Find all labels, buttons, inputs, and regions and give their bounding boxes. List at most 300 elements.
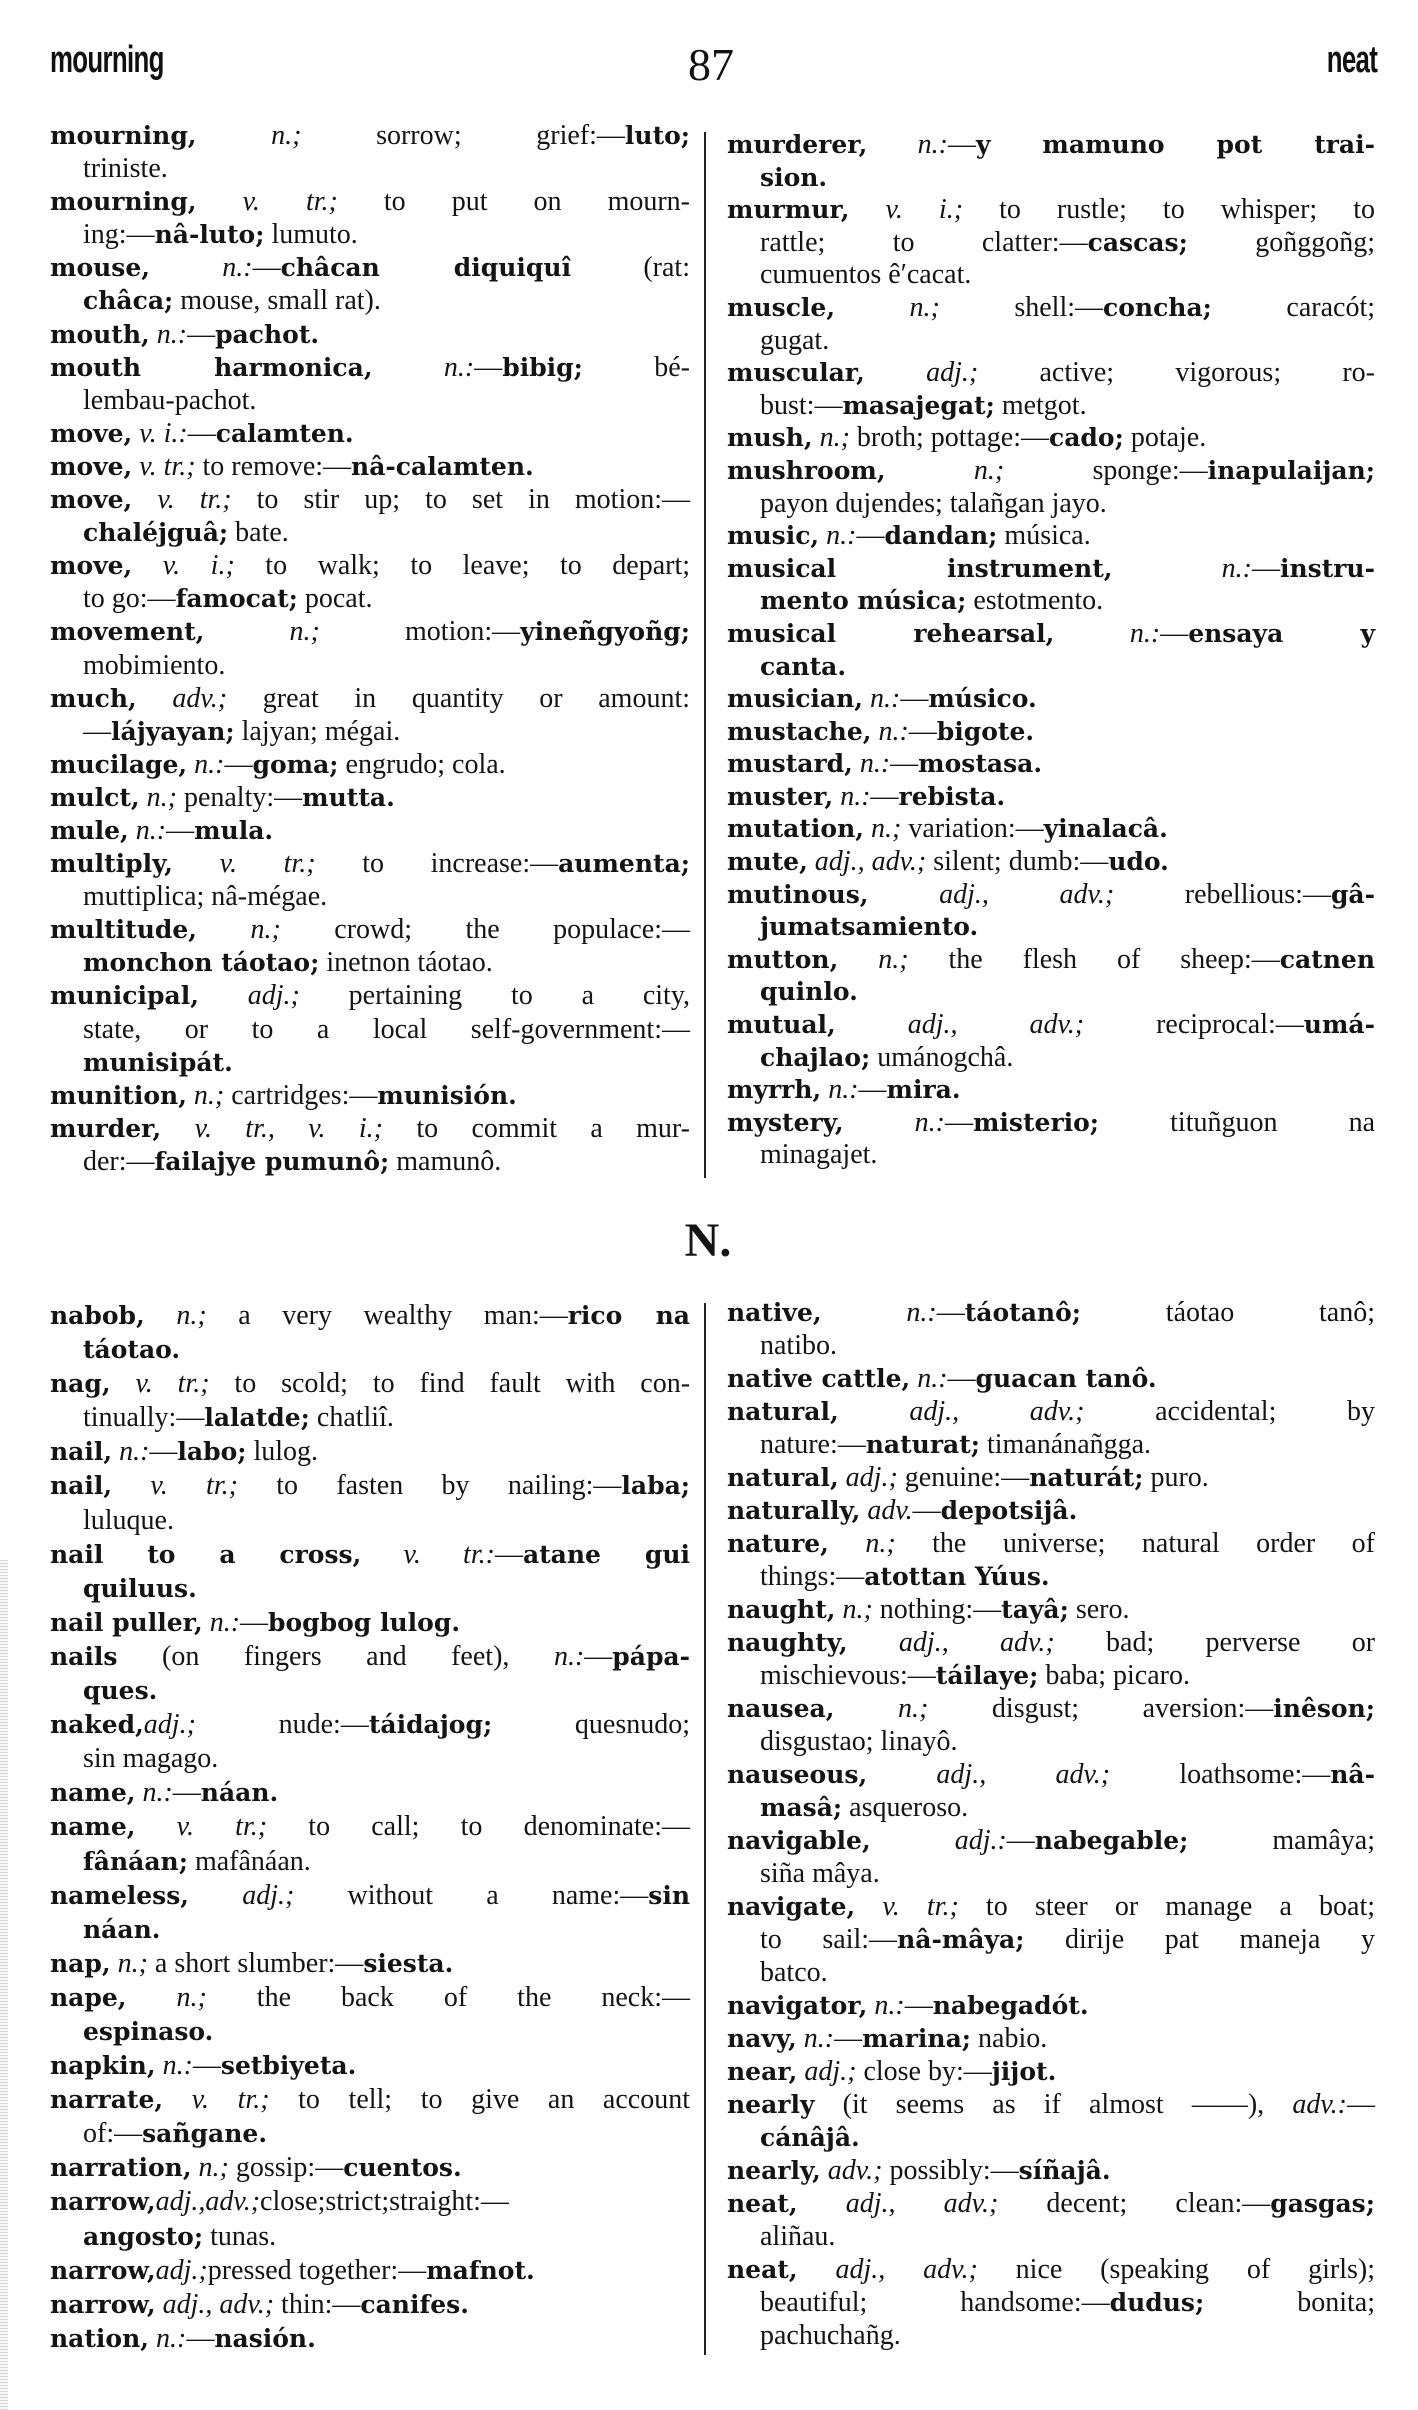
definition-text: lembau-pachot.: [83, 384, 257, 416]
translation: dudus;: [1109, 2288, 1205, 2317]
entry-line: [50, 1947, 690, 1981]
lower-left-column: [50, 1299, 690, 2356]
entry-line: [727, 390, 1375, 423]
entry-line: [50, 1742, 690, 1776]
part-of-speech: adj.;: [143, 1709, 196, 1741]
definition-text: mischievous:—: [760, 1660, 936, 1691]
translation: marina;: [862, 2024, 972, 2053]
definition-text: [836, 1009, 908, 1040]
entry-line: [727, 2253, 1375, 2286]
headword: naught,: [727, 1595, 836, 1624]
translation: mira.: [886, 1075, 961, 1105]
definition-text: der:—: [83, 1145, 155, 1177]
dictionary-entry: [727, 1074, 1375, 1107]
entry-line: [50, 549, 690, 582]
headword: mouth harmonica,: [50, 352, 373, 382]
part-of-speech: n.:: [209, 1606, 241, 1638]
definition-text: [863, 683, 870, 714]
definition-text: [867, 129, 917, 160]
translation: mutta.: [302, 782, 395, 812]
part-of-speech: n.:: [194, 748, 225, 780]
headword: naturally,: [727, 1496, 861, 1525]
dictionary-entry: [50, 2151, 690, 2185]
entry-line: [727, 748, 1375, 781]
translation: nâ-calamten.: [351, 451, 534, 481]
definition-text: [173, 848, 220, 879]
entry-line: [50, 218, 690, 251]
entry-line: [727, 227, 1375, 260]
entry-line: [727, 651, 1375, 684]
definition-text: (it seems as if almost ——),: [814, 2089, 1293, 2120]
translation: nâ-luto;: [154, 220, 265, 250]
definition-text: disgust; aversion:—: [928, 1693, 1274, 1724]
entry-line: [727, 194, 1375, 227]
entry-line: [727, 1824, 1375, 1857]
part-of-speech: n.:: [840, 780, 871, 812]
headword: nameless,: [50, 1880, 189, 1910]
headword: mush,: [727, 423, 813, 453]
translation: sañgane.: [142, 2119, 268, 2149]
translation: laba;: [621, 1471, 690, 1501]
definition-text: state, or to a local self-government:—: [83, 1013, 690, 1045]
entry-line: [50, 152, 690, 185]
entry-line: [50, 1776, 690, 1810]
definition-text: [797, 2023, 804, 2054]
dictionary-entry: [50, 1112, 690, 1178]
translation: cánâjâ.: [760, 2123, 860, 2152]
headword: narration,: [50, 2153, 192, 2183]
definition-text: —: [187, 318, 216, 350]
dictionary-entry: [727, 1626, 1375, 1692]
translation: nâ-: [1330, 1760, 1376, 1789]
entry-line: [727, 1362, 1375, 1395]
definition-text: a very wealthy man:—: [206, 1300, 568, 1331]
entry-line: [727, 1725, 1375, 1758]
dictionary-entry: [727, 1692, 1375, 1758]
part-of-speech: n.:: [917, 129, 948, 160]
definition-text: [834, 1693, 898, 1724]
headword: mutual,: [727, 1010, 836, 1040]
part-of-speech: adj.;: [804, 2056, 857, 2087]
part-of-speech: n.:: [917, 1363, 948, 1394]
dictionary-entry: [50, 682, 690, 748]
part-of-speech: n.:: [222, 252, 253, 284]
translation: cuentos.: [343, 2153, 462, 2183]
entry-line: [727, 976, 1375, 1009]
definition-text: —: [149, 1436, 178, 1468]
translation: masajegat;: [842, 390, 995, 420]
definition-text: pachuchañg.: [760, 2320, 901, 2351]
translation: táotanô;: [964, 1298, 1081, 1327]
headword: muscular,: [727, 358, 865, 388]
part-of-speech: n.:: [1221, 552, 1252, 584]
entry-line: [50, 2254, 690, 2288]
entry-line: [727, 1593, 1375, 1626]
definition-text: —: [186, 2322, 215, 2354]
definition-text: música.: [997, 520, 1091, 552]
translation: chajlao;: [760, 1042, 871, 1072]
definition-text: bonita;: [1204, 2287, 1375, 2318]
part-of-speech: v. tr.;: [157, 484, 232, 516]
entry-line: [727, 1139, 1375, 1172]
part-of-speech: n.;: [117, 1947, 148, 1979]
definition-text: [150, 252, 222, 283]
dictionary-entry: [50, 1606, 690, 1640]
dictionary-entry: [727, 1461, 1375, 1494]
part-of-speech: adv.;: [172, 682, 228, 714]
upper-left-column: [50, 119, 690, 1178]
part-of-speech: adj., adv.;: [898, 1627, 1055, 1658]
entry-line: [727, 1659, 1375, 1692]
headword: mustard,: [727, 749, 853, 779]
headword: murmur,: [727, 195, 850, 225]
definition-text: to commit a mur-: [383, 1112, 690, 1144]
dictionary-entry: [50, 1708, 690, 1776]
headword: mourning,: [50, 121, 197, 150]
definition-text: variation:—: [901, 813, 1044, 845]
entry-line: [50, 1046, 690, 1079]
translation: chaléjguâ;: [83, 518, 229, 548]
translation: canta.: [760, 651, 847, 681]
headword: municipal,: [50, 981, 199, 1011]
headword: much,: [50, 683, 137, 713]
dictionary-entry: [727, 357, 1375, 422]
entry-line: [50, 1333, 690, 1367]
definition-text: gugat.: [760, 324, 830, 356]
translation: siesta.: [363, 1948, 454, 1978]
definition-text: mamunô.: [389, 1145, 502, 1177]
definition-text: genuine:—: [897, 1462, 1030, 1493]
definition-text: [835, 292, 909, 323]
translation: sin: [648, 1880, 690, 1910]
definition-text: pressed together:—: [207, 2254, 427, 2286]
definition-text: [204, 616, 289, 647]
definition-text: —: [904, 1990, 933, 2021]
headword: nag,: [50, 1369, 111, 1399]
entry-line: [50, 1538, 690, 1572]
entry-line: [727, 325, 1375, 358]
translation: cado;: [1049, 423, 1124, 453]
definition-text: a short slumber:—: [147, 1947, 364, 1979]
dictionary-entry: [727, 1824, 1375, 1890]
headword: naughty,: [727, 1628, 848, 1657]
definition-text: tituñguon na: [1099, 1106, 1376, 1138]
left-guideword: mourning: [50, 39, 164, 81]
entry-line: [727, 846, 1375, 879]
headword: move,: [50, 485, 133, 515]
entry-line: [727, 1626, 1375, 1659]
definition-text: triniste.: [83, 153, 168, 185]
headword: multitude,: [50, 915, 197, 945]
definition-text: mamâya;: [1188, 1825, 1375, 1856]
part-of-speech: n.;: [193, 1079, 225, 1111]
definition-text: decent; clean:—: [998, 2188, 1271, 2219]
headword: napkin,: [50, 2051, 156, 2081]
headword: move,: [50, 451, 133, 481]
definition-text: siña mâya.: [760, 1858, 880, 1889]
translation: jumatsamiento.: [760, 912, 979, 942]
headword: nail puller,: [50, 1607, 203, 1637]
definition-text: mobimiento.: [83, 649, 226, 681]
entry-line: [50, 384, 690, 417]
entry-line: [727, 1494, 1375, 1527]
entry-line: [727, 1329, 1375, 1362]
definition-text: —: [856, 520, 885, 552]
entry-line: [50, 450, 690, 483]
translation: inêson;: [1273, 1694, 1375, 1723]
entry-line: [50, 748, 690, 781]
definition-text: [867, 1759, 936, 1790]
dictionary-entry: [727, 422, 1375, 455]
dictionary-entry: [50, 2083, 690, 2151]
entry-line: [50, 781, 690, 814]
definition-text: estotmento.: [966, 585, 1104, 617]
dictionary-entry: [727, 2055, 1375, 2088]
headword: nauseous,: [727, 1760, 868, 1789]
dictionary-entry: [50, 1299, 690, 1367]
part-of-speech: adj.;: [242, 1879, 295, 1911]
entry-line: [727, 2154, 1375, 2187]
definition-text: —: [870, 780, 899, 812]
definition-text: active; vigorous; ro-: [978, 357, 1375, 389]
entry-line: [727, 553, 1375, 586]
headword: name,: [50, 1778, 136, 1808]
part-of-speech: adv.;: [827, 2155, 883, 2186]
headword: nature,: [727, 1529, 829, 1558]
dictionary-entry: [50, 2185, 690, 2253]
definition-text: nothing:—: [872, 1594, 1002, 1625]
entry-line: [727, 2022, 1375, 2055]
entry-line: [50, 1469, 690, 1503]
definition-text: quesnudo;: [492, 1709, 690, 1741]
headword: nail,: [50, 1471, 113, 1501]
translation: náan.: [200, 1778, 279, 1808]
entry-line: [50, 715, 690, 748]
part-of-speech: n.;: [271, 120, 302, 151]
definition-text: [197, 914, 250, 945]
part-of-speech: n.;: [198, 2152, 229, 2184]
entry-line: [50, 814, 690, 847]
headword: navigate,: [727, 1892, 856, 1921]
entry-line: [50, 483, 690, 516]
definition-text: [871, 1825, 955, 1856]
part-of-speech: v. tr.;: [150, 1470, 238, 1502]
dictionary-entry: [50, 185, 690, 251]
section-heading: N.: [684, 1214, 732, 1267]
entry-line: [50, 615, 690, 648]
definition-text: bust:—: [760, 389, 843, 421]
part-of-speech: adj.;: [247, 980, 300, 1012]
part-of-speech: n.;: [973, 454, 1005, 486]
definition-text: —: [834, 2023, 863, 2054]
translation: rico na: [567, 1301, 690, 1330]
definition-text: [111, 1948, 118, 1979]
entry-line: [727, 1890, 1375, 1923]
translation: pachot.: [215, 319, 320, 349]
dictionary-entry: [727, 553, 1375, 618]
entry-line: [50, 1879, 690, 1913]
definition-text: [149, 2323, 156, 2354]
definition-text: baba; picaro.: [1038, 1660, 1190, 1691]
definition-text: —: [584, 1640, 613, 1672]
entry-line: [727, 879, 1375, 912]
dictionary-entry: [50, 814, 690, 847]
translation: labo;: [177, 1437, 247, 1467]
entry-line: [50, 979, 690, 1012]
dictionary-entry: [50, 351, 690, 417]
entry-line: [727, 357, 1375, 390]
definition-text: [839, 1462, 846, 1493]
definition-text: ing:—: [83, 219, 155, 251]
definition-text: [156, 2050, 163, 2081]
definition-text: [199, 980, 248, 1011]
part-of-speech: adj.;: [926, 357, 979, 389]
definition-text: [813, 422, 820, 453]
translation: yineñgyoñg;: [520, 617, 690, 647]
dictionary-entry: [727, 1296, 1375, 1362]
definition-text: —: [474, 351, 503, 383]
entry-line: [50, 1572, 690, 1606]
entry-line: [727, 1009, 1375, 1042]
part-of-speech: v. tr.;: [882, 1891, 959, 1922]
definition-text: [163, 2084, 192, 2115]
translation: táidajog;: [368, 1710, 493, 1740]
translation: mula.: [194, 815, 274, 845]
page-number: 87: [688, 39, 734, 90]
dictionary-entry: [727, 683, 1375, 716]
headword: muster,: [727, 781, 834, 811]
definition-text: to call; to denominate:—: [267, 1811, 691, 1843]
definition-text: [129, 815, 136, 846]
dictionary-entry: [727, 2187, 1375, 2253]
definition-text: táotao tanô;: [1080, 1297, 1376, 1328]
headword: musician,: [727, 684, 863, 714]
definition-text: to put on mourn-: [337, 186, 691, 218]
headword: munition,: [50, 1080, 187, 1110]
definition-text: puro.: [1143, 1462, 1209, 1493]
entry-line: [50, 1504, 690, 1538]
definition-text: —: [192, 2050, 221, 2082]
dictionary-entry: [727, 2154, 1375, 2187]
part-of-speech: v. i.:: [139, 417, 188, 449]
entry-line: [727, 2187, 1375, 2220]
definition-text: [798, 2254, 836, 2285]
entry-line: [50, 119, 690, 152]
definition-text: [137, 683, 173, 714]
entry-line: [727, 1692, 1375, 1725]
part-of-speech: n.;: [176, 1300, 207, 1331]
entry-line: [50, 880, 690, 913]
translation: y mamuno pot trai-: [975, 130, 1376, 159]
dictionary-entry: [50, 119, 690, 185]
definition-text: [132, 484, 157, 515]
entry-line: [727, 422, 1375, 455]
dictionary-entry: [727, 292, 1375, 357]
definition-text: reciprocal:—: [1084, 1009, 1304, 1041]
dictionary-entry: [727, 1107, 1375, 1172]
entry-line: [50, 2049, 690, 2083]
definition-text: [373, 352, 444, 383]
definition-text: the flesh of sheep:—: [908, 943, 1280, 975]
entry-line: [727, 2121, 1375, 2154]
dictionary-entry: [50, 1469, 690, 1537]
definition-text: —: [1006, 1825, 1035, 1856]
headword: mutinous,: [727, 879, 869, 909]
definition-text: to tell; to give an account: [269, 2084, 690, 2116]
part-of-speech: v. tr.;: [139, 450, 196, 482]
column-divider-lower: [704, 1303, 706, 2355]
definition-text: [203, 1607, 210, 1638]
dictionary-entry: [50, 1810, 690, 1878]
part-of-speech: v. tr.;: [219, 848, 316, 880]
entry-line: [50, 516, 690, 549]
headword: nabob,: [50, 1301, 145, 1330]
part-of-speech: n.;: [819, 422, 850, 454]
translation: udo.: [1108, 847, 1169, 877]
dictionary-entry: [727, 879, 1375, 944]
definition-text: mouse, small rat).: [173, 285, 381, 317]
definition-text: to go:—: [83, 583, 176, 615]
headword: narrow,: [50, 2255, 156, 2285]
part-of-speech: n.;: [146, 781, 177, 813]
definition-text: —: [900, 683, 929, 715]
headword: mystery,: [727, 1107, 844, 1137]
definition-text: [112, 1470, 150, 1501]
dictionary-entry: [50, 2288, 690, 2322]
definition-text: great in quantity or amount:: [227, 682, 691, 714]
entry-line: [727, 585, 1375, 618]
dictionary-entry: [727, 2253, 1375, 2352]
translation: failajye pumunô;: [154, 1146, 390, 1176]
entry-line: [50, 847, 690, 880]
definition-text: payon dujendes; talañgan jayo.: [760, 487, 1107, 519]
definition-text: the universe; natural order of: [895, 1528, 1375, 1559]
definition-text: [1054, 618, 1130, 649]
definition-text: goñggoñg;: [1187, 226, 1375, 258]
definition-text: —: [944, 1106, 973, 1138]
entry-line: [50, 2322, 690, 2356]
headword: myrrh,: [727, 1075, 822, 1105]
translation: canifes.: [360, 2289, 469, 2319]
definition-text: silent; dumb:—: [926, 846, 1109, 878]
entry-line: [727, 944, 1375, 977]
entry-line: [727, 2055, 1375, 2088]
translation: bogbog lulog.: [268, 1607, 461, 1637]
translation: jijot.: [991, 2057, 1057, 2086]
headword: nausea,: [727, 1694, 835, 1723]
definition-text: [855, 1891, 882, 1922]
headword: nearly: [727, 2090, 815, 2119]
definition-text: nature:—: [760, 1429, 866, 1460]
translation: setbiyeta.: [220, 2051, 357, 2081]
definition-text: sorrow; grief:—: [301, 120, 625, 151]
definition-text: —: [240, 1606, 269, 1638]
entry-line: [50, 284, 690, 317]
entry-line: [50, 582, 690, 615]
definition-text: nude:—: [195, 1709, 369, 1741]
definition-text: —: [83, 715, 111, 747]
definition-text: —: [1347, 2089, 1375, 2120]
entry-line: [727, 781, 1375, 814]
headword: near,: [727, 2057, 798, 2086]
part-of-speech: n.;: [289, 616, 320, 648]
definition-text: potaje.: [1123, 422, 1207, 454]
translation: cascas;: [1087, 227, 1188, 257]
definition-text: [868, 879, 939, 910]
entry-line: [727, 1527, 1375, 1560]
definition-text: luluque.: [83, 1504, 174, 1536]
entry-line: [727, 1989, 1375, 2022]
